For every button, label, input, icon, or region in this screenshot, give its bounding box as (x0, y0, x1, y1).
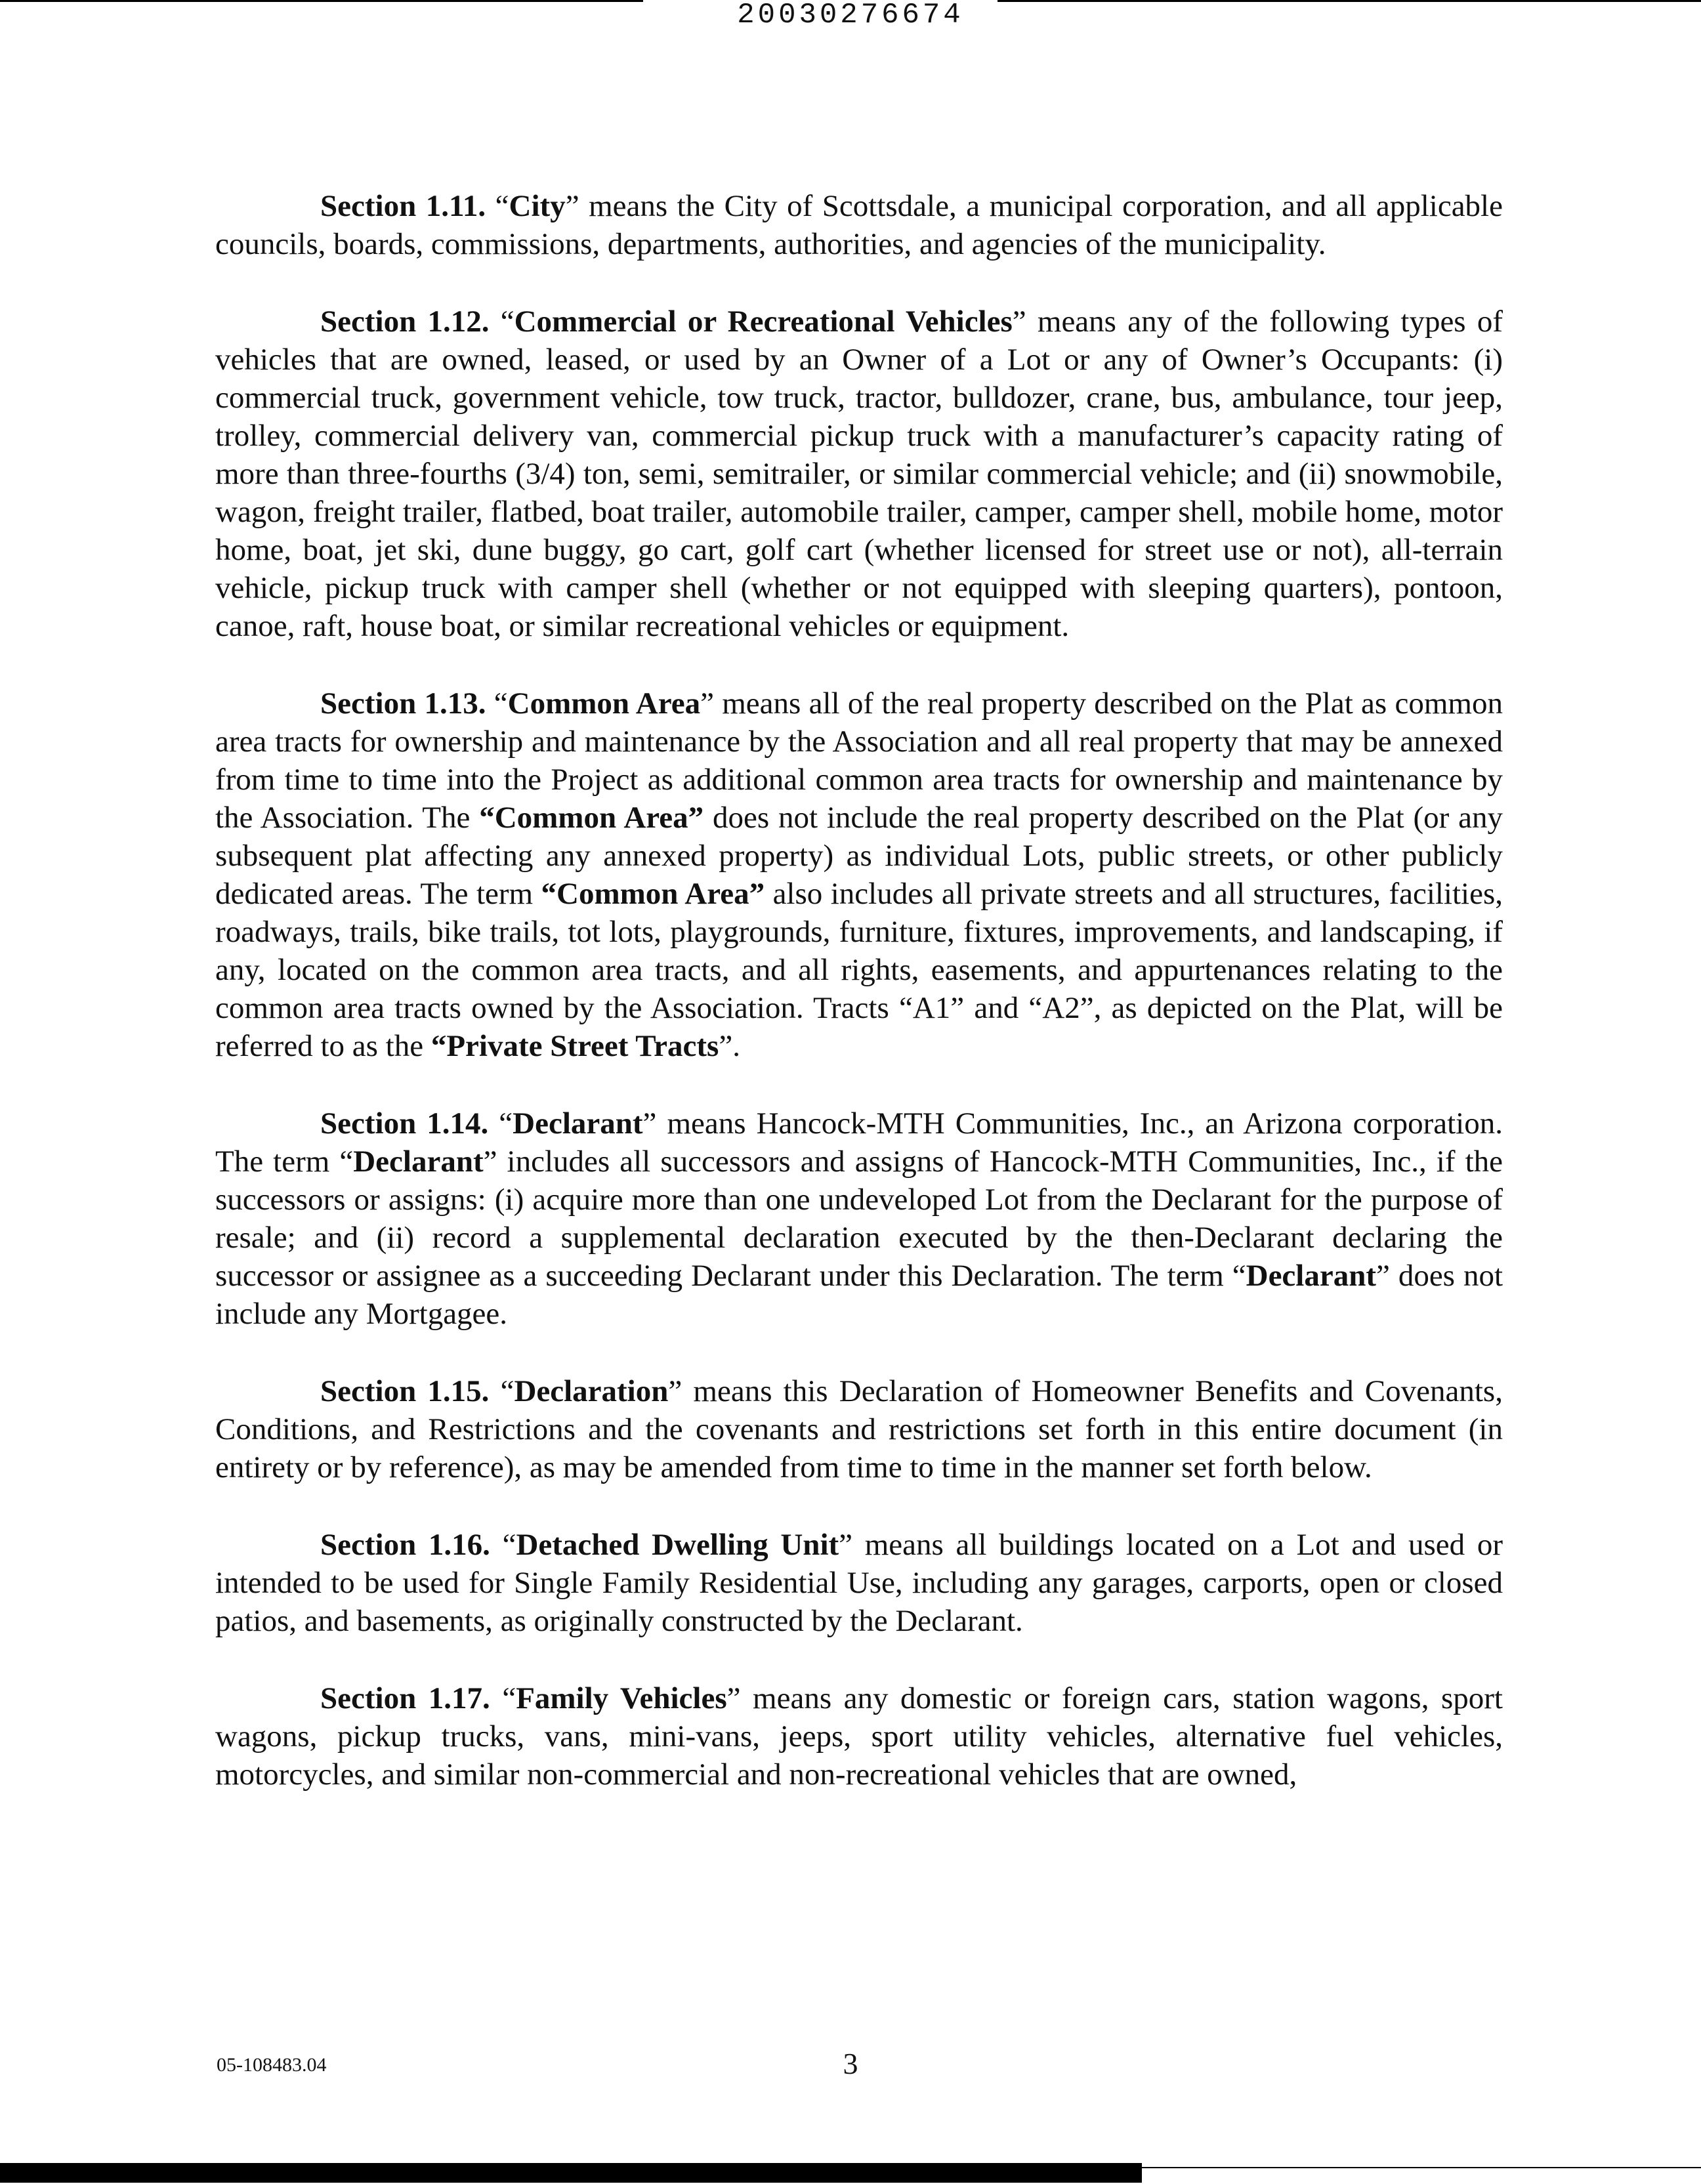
defined-term: City (509, 189, 566, 223)
open-quote: “ (489, 304, 514, 339)
section-text: ” means this Declaration of Homeowner Benefits and Covenants, Conditions, and Restrictions and the covenants and restrictions set forth in this entire document (in entirety or by reference), as may be amended from time to time in the manner set forth below. (215, 1374, 1503, 1484)
section-1-14 (215, 1104, 1503, 1333)
section-number: Section 1.13. (320, 686, 486, 721)
page-number: 3 (843, 2047, 858, 2080)
section-text-continued: does not include the real property described on the Plat (or any subsequent plat affecting any annexed property) as individual Lots, public streets, or other publicly dedicated areas. The term (215, 801, 1503, 911)
defined-term: Family Vehicles (516, 1681, 727, 1715)
section-number: Section 1.17. (320, 1681, 490, 1715)
defined-term-reference: “Common Area” (479, 801, 704, 835)
open-quote: “ (489, 1374, 514, 1408)
section-1-13 (215, 684, 1503, 1065)
defined-term-private-street-tracts: “Private Street Tracts (430, 1029, 719, 1063)
section-number: Section 1.14. (320, 1106, 489, 1141)
section-text: ” means all buildings located on a Lot and used or intended to be used for Single Family Residential Use, including any garages, carports, open or closed patios, and basements, as originally constructed by the Declarant. (215, 1528, 1503, 1638)
defined-term-reference: “Common Area” (541, 877, 765, 911)
defined-term: Common Area (507, 686, 701, 721)
section-text: ” means the City of Scottsdale, a municipal corporation, and all applicable councils, boards, commissions, departments, authorities, and agencies of the municipality. (215, 189, 1503, 261)
defined-term: Detached Dwelling Unit (516, 1528, 839, 1562)
section-text: ” means Hancock-MTH Communities, Inc., an Arizona corporation. The term “ (215, 1106, 1503, 1179)
section-text-continued: also includes all private streets and all structures, facilities, roadways, trails, bike trails, tot lots, playgrounds, furniture, fixtures, improvements, and landscaping, if any, located on the common area tracts, and all rights, easements, and appurtenances relating to the common area tracts owned by the Association. Tracts “A1” and “A2”, as depicted on the Plat, will be referred to as the (215, 877, 1503, 1063)
section-1-17 (215, 1679, 1503, 1794)
section-text: ” means any of the following types of vehicles that are owned, leased, or used by an Owner of a Lot or any of Owner’s Occupants: (i) commercial truck, government vehicle, tow truck, tractor, bulldozer, crane, bus, ambulance, tour jeep, trolley, commercial delivery van, commercial pickup truck with a manufacturer’s capacity rating of more than three-fourths (3/4) ton, semi, semitrailer, or similar commercial vehicle; and (ii) snowmobile, wagon, freight trailer, flatbed, boat trailer, automobile trailer, camper, camper shell, mobile home, motor home, boat, jet ski, dune buggy, go cart, golf cart (whether licensed for street use or not), all-terrain vehicle, pickup truck with camper shell (whether or not equipped with sleeping quarters), pontoon, canoe, raft, house boat, or similar recreational vehicles or equipment. (215, 304, 1503, 643)
defined-term: Declaration (514, 1374, 669, 1408)
section-1-11 (215, 187, 1503, 263)
defined-term: Declarant (513, 1106, 643, 1141)
open-quote: “ (486, 686, 508, 721)
defined-term-reference: Declarant (353, 1144, 484, 1179)
defined-term: Commercial or Recreational Vehicles (514, 304, 1013, 339)
open-quote: “ (488, 1106, 513, 1141)
section-number: Section 1.15. (320, 1374, 490, 1408)
document-recording-number: 20030276674 (737, 0, 964, 32)
open-quote: “ (486, 189, 509, 223)
section-text-continued: ” includes all successors and assigns of Hancock-MTH Communities, Inc., if the successors or assigns: (i) acquire more than one undeveloped Lot from the Declarant for the purpose of resale; and (ii) record a supplemental declaration executed by the then-Declarant declaring the successor or assignee as a succeeding Declarant under this Declaration. The term “ (215, 1144, 1503, 1293)
open-quote: “ (490, 1528, 516, 1562)
section-text: ” means any domestic or foreign cars, station wagons, sport wagons, pickup trucks, vans, mini-vans, jeeps, sport utility vehicles, alternative fuel vehicles, motorcycles, and similar non-commercial and non-recreational vehicles that are owned, (215, 1681, 1503, 1792)
section-1-15 (215, 1372, 1503, 1486)
bottom-edge-scan-bar (0, 2163, 1142, 2183)
section-1-16 (215, 1526, 1503, 1640)
open-quote: “ (490, 1681, 516, 1715)
section-number: Section 1.12. (320, 304, 490, 339)
document-body (215, 187, 1503, 1833)
section-text: ” means all of the real property described on the Plat as common area tracts for ownership and maintenance by the Association and all real property that may be annexed from time to time into the Project as additional common area tracts for ownership and maintenance by the Association. The (215, 686, 1503, 835)
section-text-end: ” does not include any Mortgagee. (215, 1259, 1503, 1331)
footer-document-code: 05-108483.04 (217, 2054, 327, 2076)
section-text-end: ”. (719, 1029, 740, 1063)
defined-term-reference: Declarant (1246, 1259, 1376, 1293)
section-number: Section 1.11. (320, 189, 486, 223)
bottom-edge-rule (1142, 2167, 1701, 2168)
section-1-12 (215, 303, 1503, 645)
section-number: Section 1.16. (320, 1528, 490, 1562)
